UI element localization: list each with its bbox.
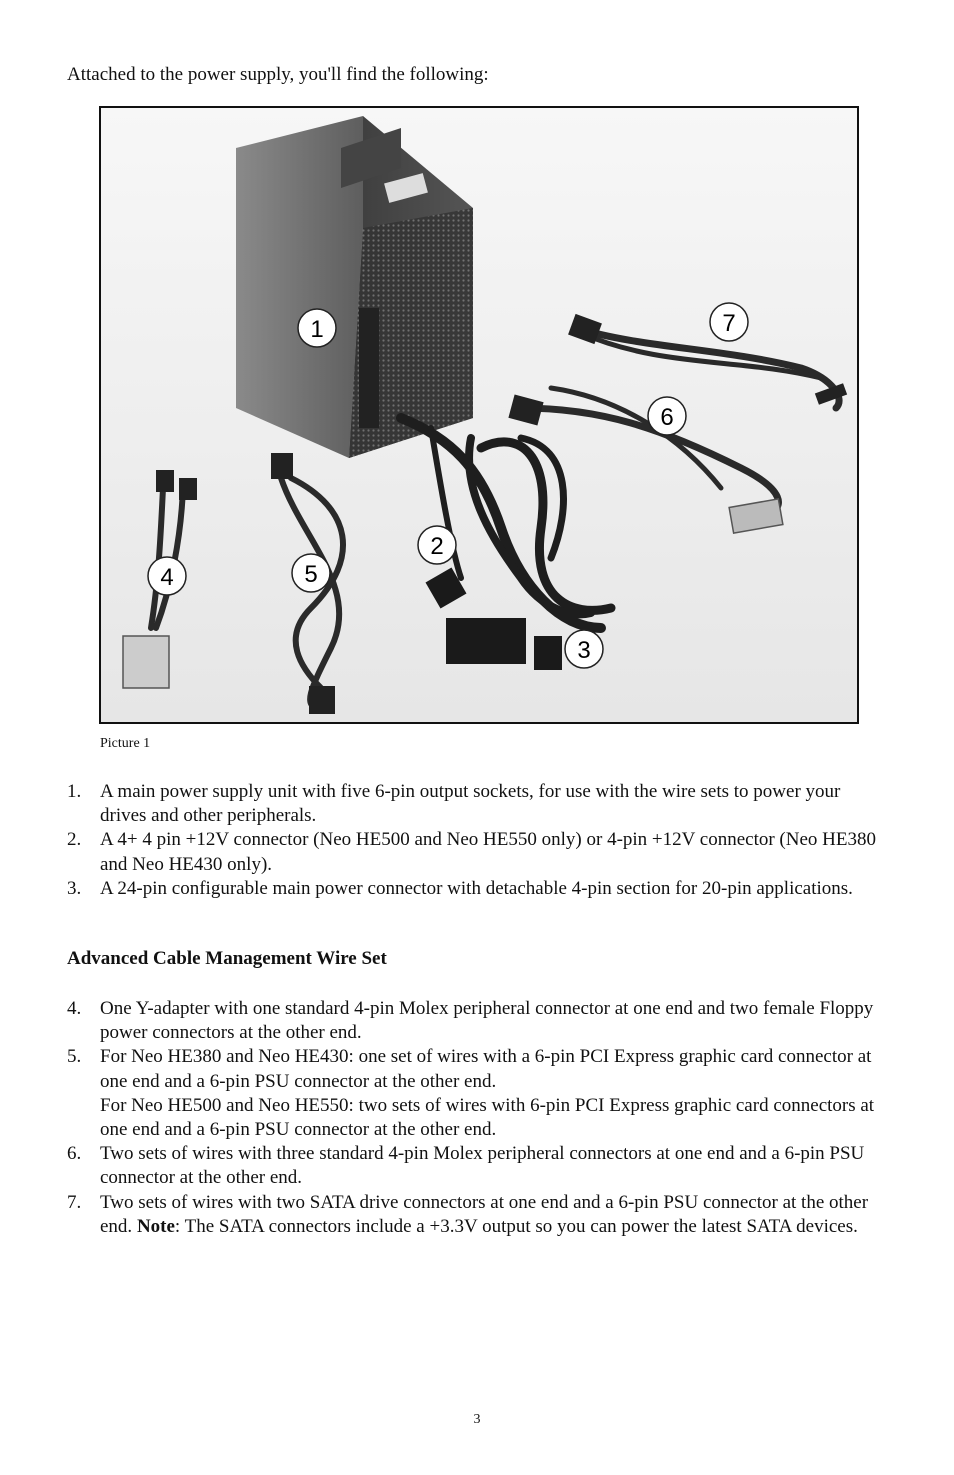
svg-text:1: 1 [310, 316, 324, 343]
list-item [67, 828, 887, 876]
list-item [67, 1045, 887, 1142]
svg-text:4: 4 [160, 564, 174, 591]
list-item-number: 3. [67, 877, 82, 899]
list-item-text: One Y-adapter with one standard 4-pin Molex peripheral connector at one end and two female Floppy power connectors at the other end. [100, 998, 874, 1044]
note-label: Note [136, 1215, 175, 1237]
list-item [67, 877, 887, 901]
figure-caption: Picture 1 [100, 736, 151, 751]
list-item-number: 2. [67, 829, 82, 851]
list-item [67, 997, 887, 1045]
svg-text:7: 7 [722, 310, 736, 337]
callout-3 [565, 630, 603, 668]
callout-7 [710, 303, 748, 341]
callout-4 [148, 557, 186, 595]
callout-1 [298, 309, 336, 347]
callout-6 [648, 397, 686, 435]
connector-24pin [446, 618, 526, 664]
list-item-number: 6. [67, 1143, 82, 1165]
list-item-number: 4. [67, 998, 82, 1019]
section-heading: Advanced Cable Management Wire Set [67, 948, 387, 969]
svg-text:2: 2 [430, 533, 444, 560]
page-number: 3 [473, 1412, 481, 1427]
connector-4pin-detachable [534, 636, 562, 670]
callout-2 [418, 526, 456, 564]
list-item-text: A 24-pin configurable main power connector with detachable 4-pin section for 20-pin applications. [100, 877, 853, 899]
note-text: : The SATA connectors include a +3.3V output so you can power the latest SATA devices. [174, 1215, 858, 1237]
list-item-text: For Neo HE380 and Neo HE430: one set of wires with a 6-pin PCI Express graphic card connector at one end and a 6-pin PSU connector at the other end. [100, 1046, 872, 1092]
list-item-text: Two sets of wires with two SATA drive connectors at one end and a 6-pin PSU connector at the other end. [100, 1191, 869, 1237]
power-supply-photo [99, 106, 859, 724]
list-item [67, 780, 887, 828]
svg-text:6: 6 [660, 404, 674, 431]
svg-text:5: 5 [304, 561, 318, 588]
list-item-text: A main power supply unit with five 6-pin output sockets, for use with the wire sets to power your drives and other peripherals. [100, 781, 841, 827]
list-item-number: 7. [67, 1191, 82, 1213]
list-item-text-continued: For Neo HE500 and Neo HE550: two sets of wires with 6-pin PCI Express graphic card connectors at one end and a 6-pin PSU connector at the other end. [100, 1094, 875, 1141]
list-item-text: A 4+ 4 pin +12V connector (Neo HE500 and Neo HE550 only) or 4-pin +12V connector (Neo HE380 and Neo HE430 only). [100, 829, 876, 875]
list-item-number: 1. [67, 781, 82, 802]
svg-text:3: 3 [577, 637, 591, 664]
intro-text: Attached to the power supply, you'll find the following: [67, 64, 489, 85]
list-item [67, 1191, 887, 1239]
list-item-text: Two sets of wires with three standard 4-pin Molex peripheral connectors at one end and a 6-pin PSU connector at the other end. [100, 1143, 865, 1189]
callout-5 [292, 554, 330, 592]
photo-illustration [101, 108, 857, 722]
list-item-number: 5. [67, 1046, 82, 1068]
component-list [67, 780, 887, 901]
list-item [67, 1142, 887, 1190]
wire-set-list [67, 997, 887, 1239]
